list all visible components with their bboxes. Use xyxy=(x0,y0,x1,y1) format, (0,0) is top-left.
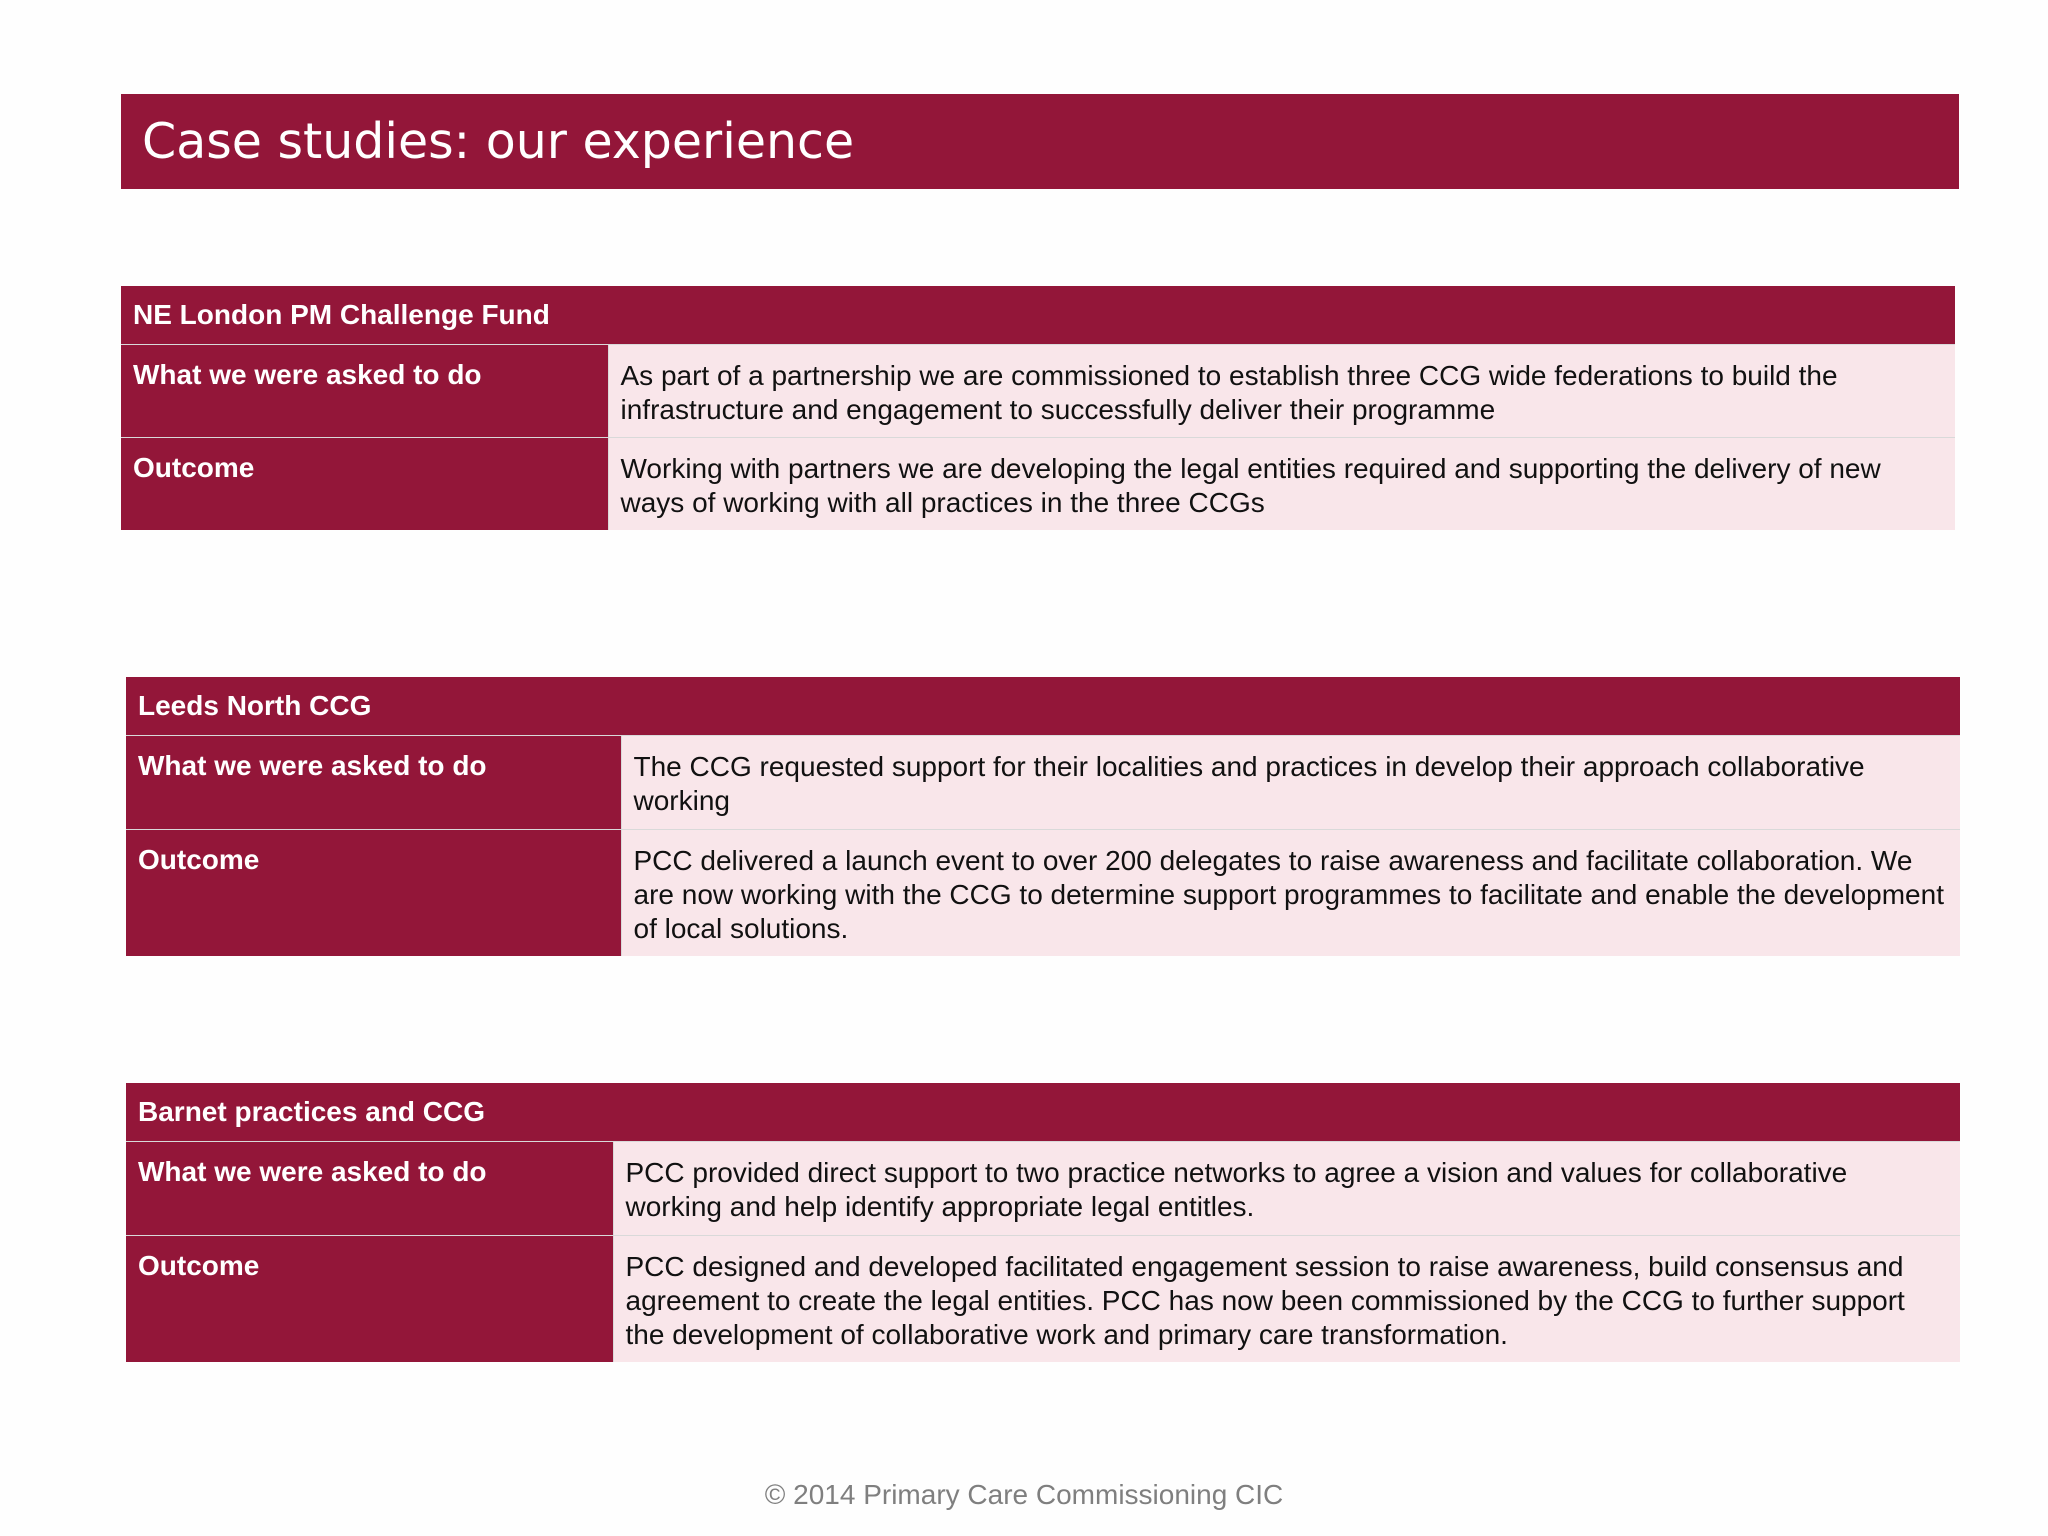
copyright-footer: © 2014 Primary Care Commissioning CIC xyxy=(764,1479,1284,1510)
row-label-asked: What we were asked to do xyxy=(121,344,608,437)
row-text-outcome: PCC designed and developed facilitated engagement session to raise awareness, build consensus and agreement to create the legal entities. PCC has now been commissioned by the CCG to further support the development of collaborative work and primary care transformation. xyxy=(613,1235,1960,1362)
row-text-asked: PCC provided direct support to two practice networks to agree a vision and values for collaborative working and help identify appropriate legal entitles. xyxy=(613,1141,1960,1235)
case-study-title: NE London PM Challenge Fund xyxy=(121,286,1955,344)
row-text-asked: As part of a partnership we are commissioned to establish three CCG wide federations to build the infrastructure and engagement to successfully deliver their programme xyxy=(608,344,1955,437)
case-study-leeds-north xyxy=(126,677,1960,956)
row-label-outcome: Outcome xyxy=(126,829,621,956)
row-text-outcome: PCC delivered a launch event to over 200 delegates to raise awareness and facilitate collaboration. We are now working with the CCG to determine support programmes to facilitate and enable the development of local solutions. xyxy=(621,829,1960,956)
case-study-title: Leeds North CCG xyxy=(126,677,1960,735)
case-study-barnet xyxy=(126,1083,1960,1362)
row-label-outcome: Outcome xyxy=(121,437,608,530)
row-text-outcome: Working with partners we are developing the legal entities required and supporting the delivery of new ways of working with all practices in the three CCGs xyxy=(608,437,1955,530)
row-label-asked: What we were asked to do xyxy=(126,1141,613,1235)
case-study-title: Barnet practices and CCG xyxy=(126,1083,1960,1141)
title-banner xyxy=(121,94,1959,189)
row-label-asked: What we were asked to do xyxy=(126,735,621,829)
row-text-asked: The CCG requested support for their localities and practices in develop their approach collaborative working xyxy=(621,735,1960,829)
page-title: Case studies: our experience xyxy=(142,113,855,170)
row-label-outcome: Outcome xyxy=(126,1235,613,1362)
case-study-ne-london xyxy=(121,286,1955,530)
